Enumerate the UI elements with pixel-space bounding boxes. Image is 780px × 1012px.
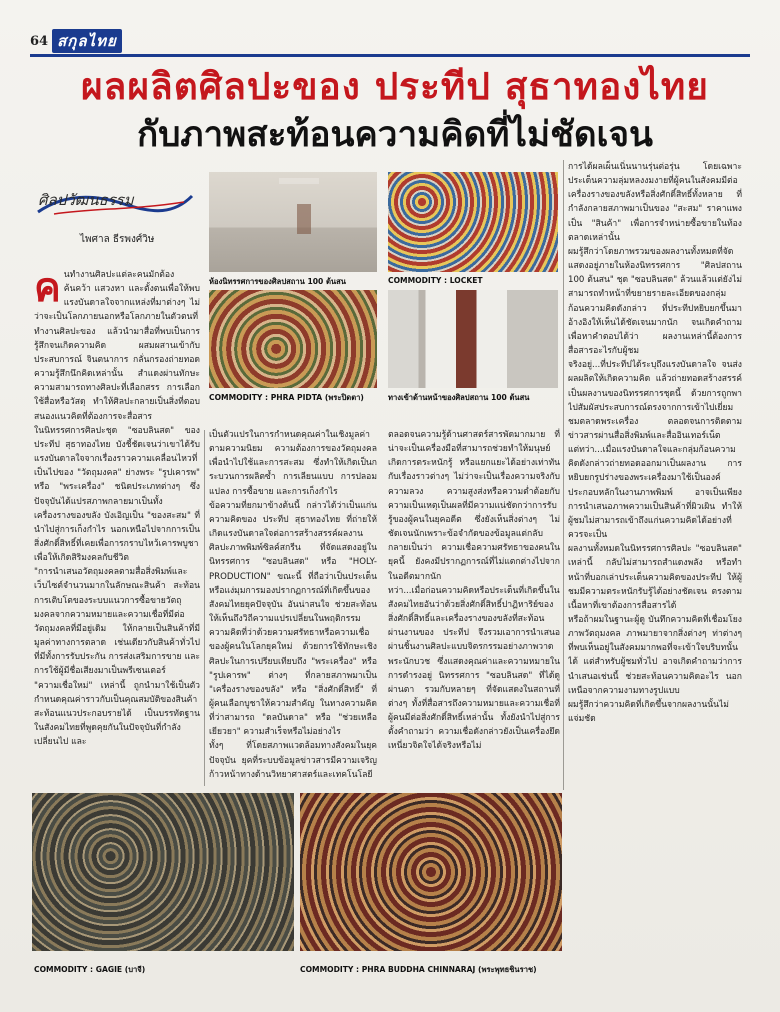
paragraph: ตลอดจนความรู้ด้านศาสตร์สารพัดมากมาย ที่น่าจะเป็นเครื่องมือที่สามารถช่วยทำให้มนุษย์เกิดการตระหนักรู้ หรือแยกแยะได้อย่างเท่าทันกับเรื่องราวต่างๆ ไม่ว่าจะเป็นเรื่องความจริงกับความลวง ความสูงส่งหรือความต่ำต้อยกับความเป็นเหตุเป็นผลที่มีความแน่ชัดกว่าการรับรู้ของผู้คนในยุคอดีต ซึ่งยังเห็นสิ่งต่างๆ ไม่ชัดเจนนักเพราะข้อจำกัดของข้อมูลแต่กลับกลายเป็นว่า ความเชื่อความศรัทธาของคนในยุคนี้ ยังคงมีปรากฏการณ์ที่ไม่แตกต่างไปจากในอดีตมากนัก [388, 430, 560, 582]
caption-buddha: COMMODITY : PHRA BUDDHA CHINNARAJ (พระพุทธชินราช) [300, 965, 537, 974]
photo-locket [388, 172, 558, 272]
caption-pidta: COMMODITY : PHRA PIDTA (พระปิดตา) [209, 393, 364, 402]
paragraph: แต่ทว่า...เมื่อแรงบันดาลใจและกลุ่มก้อนความคิดดังกล่าวถ่ายทอดออกมาเป็นผลงาน การหยิบยกรูปร่างของพระเครื่องมาใช้เป็นองค์ประกอบหลักในงานภาพพิมพ์ อาจเป็นเพียงการนำเสนอภาพความเป็นสินค้าที่ผิวเผิน ทำให้ผู้ชมไม่สามารถเข้าถึงแก่นความคิดได้อย่างที่ควรจะเป็น [568, 445, 742, 541]
top-rule [30, 54, 750, 57]
paragraph: "ความเชื่อใหม่" เหล่านี้ ถูกนำมาใช้เป็นตัวกำหนดคุณค่าราวกับเป็นคุณสมบัติของสินค้า สะท้อนแนวประกอบรายได้ เป็นบรรทัดฐานในสังคมไทยที่พูดคุยกันในปัจจุบันที่กำลังเปลี่ยนไป และ [34, 680, 200, 748]
paragraph: นทำงานศิลปะแต่ละคนมักต้องค้นคว้า แสวงหา และตั้งตนเพื่อให้พบแรงบันดาลใจจากแหล่งที่มาต่างๆ ไม่ว่าจะเป็นโลกภายนอกหรือโลกภายในตัวตนที่ทำงานศิลปะของ แล้วนำมาสื่อที่พบเป็นการรู้สึกจนเกิดความคิด ผสมผสานเข้ากับประสบการณ์ จินตนาการ กลั่นกรองถ่ายทอดความรู้สึกนึกคิดเหล่านั้น สำแดงผ่านทักษะความสามารถทางศิลปะที่เลือกสรร การเลือกใช้สื่อหรือวัสดุ ทำให้ศิลปะกลายเป็นสิ่งที่ตอบสนองแนวคิดที่ต้องการจะสื่อสาร [34, 270, 200, 422]
kicker-label: ศิลปวัฒนธรรม [38, 191, 134, 209]
body-column-1 [34, 268, 200, 788]
folio [30, 30, 122, 52]
column-rule [204, 430, 205, 786]
paragraph: หรือถ้าผมในฐานะผู้ดู บันทึกความคิดที่เชื่อมโยงภาพวัตถุมงคล ภาพมายาจากสิ่งต่างๆ ท่าต่างๆ ที่พบเห็นอยู่ในสังคมมากพอที่จะเข้าใจบริบทนั้นได้ แต่สำหรับผู้ชมทั่วไป อาจเกิดคำถามว่าการนำเสนอเช่นนี้ ช่วยสะท้อนความคิดอะไร นอกเหนือจากความงามทางรูปแบบ [568, 615, 742, 696]
caption-locket: COMMODITY : LOCKET [388, 276, 483, 285]
page-number: 64 [30, 33, 49, 49]
photo-entrance [388, 290, 558, 388]
headline-line-1: ผลผลิตศิลปะของ ประทีป สุธาทองไทย [80, 65, 709, 108]
paragraph: การได้ผลเผ็นเนิ่นนานรุ่นต่อรุ่น โดยเฉพาะประเด็นความลุ่มหลงงมงายที่ผู้คนในสังคมมีต่อเครื่องรางของขลังหรือสิ่งศักดิ์สิทธิ์ทั้งหลาย ที่กำลังกลายสภาพมาเป็นของ "สะสม" ราคาแพง เป็น "สินค้า" เพื่อการจำหน่ายซื้อขายในท้องตลาดเหล่านั้น [568, 162, 742, 243]
drop-cap: ค [34, 268, 61, 311]
paragraph: ผลงานทั้งหมดในนิทรรศการศิลปะ "ซอบลินสด" เหล่านี้ กลับไม่สามารถสำแดงพลัง หรือทำหน้าที่บอกเล่าประเด็นความคิดของประทีป ให้ผู้ชมมีความตระหนักรับรู้ได้อย่างชัดเจน ตรงตามเนื้อหาที่เขาต้องการสื่อสารได้ [568, 544, 742, 611]
photo-phra-pidta [209, 290, 377, 388]
byline: ไพศาล ธีรพงศ์วิษ [80, 234, 155, 245]
photo-gallery-room [209, 172, 377, 272]
column-rule [563, 160, 564, 790]
body-column-4 [568, 160, 742, 960]
paragraph: ผมรู้สึกว่าโดยภาพรวมของผลงานทั้งหมดที่จัดแสดงอยู่ภายในห้องนิทรรศการ "ศิลปสถาน 100 ต้นสน" ชุด "ซอบลินสด" ล้วนแล้วแต่ยังไม่สามารถทำหน้าที่ขยายรายละเอียดของกลุ่มก้อนความคิดดังกล่าว ที่ประทีปหยิบยกขึ้นมาอ้างอิงให้เห็นได้ชัดเจนมากนัก จนเกิดคำถามเพื่อหาคำตอบได้ว่า ผลงานเหล่านี้ต้องการสื่อสารอะไรกับผู้ชม [568, 246, 742, 357]
paragraph: ทั้งๆ ที่โดยสภาพแวดล้อมทางสังคมในยุคปัจจุบัน ยุคที่ระบบข้อมูลข่าวสารมีความเจริญก้าวหน้าทางด้านวิทยาศาสตร์และเทคโนโลยี [209, 741, 377, 780]
paragraph: จริงอยู่...ที่ประทีปได้ระบุถึงแรงบันดาลใจ จนส่งผลผลิตให้เกิดความคิด แล้วถ่ายทอดสร้างสรรค์เป็นผลงานของนิทรรศการชุดนี้ ด้วยการถูกพาไปสัมผัสประสบการณ์ตรงจากการเข้าไปเยี่ยมชมตลาดพระเครื่อง ตลอดจนการติดตามข่าวสารผ่านสื่อสิ่งพิมพ์และสื่ออินเทอร์เน็ต [568, 360, 742, 441]
caption-entrance: ทางเข้าด้านหน้าของศิลปสถาน 100 ต้นสน [388, 393, 530, 402]
section-kicker [34, 188, 194, 218]
paragraph: "การนำเสนอวัตถุมงคลตามสื่อสิ่งพิมพ์และเว็บไซต์จำนวนมากในลักษณะสินค้า สะท้อนการเติบโตของระบบแนวการซื้อขายวัตถุมงคลจากความหมายและความเชื่อที่มีต่อวัตถุมงคลที่มีอยู่เดิม ให้กลายเป็นสินค้าที่มีมูลค่าทางการตลาด เช่นเดียวกับสินค้าทั่วไป ที่มีทั้งการรับประกัน การส่งเสริมการขาย และการใช้ผู้มีชื่อเสียงมาเป็นพรีเซนเตอร์ [34, 567, 200, 677]
caption-gagie: COMMODITY : GAGIE (บาจี) [34, 965, 146, 974]
paragraph: ข้อความที่ยกมาข้างต้นนี้ กล่าวได้ว่าเป็นแก่นความคิดของ ประทีป สุธาทองไทย ที่ถ่ายให้เกิดแรงบันดาลใจต่อการสร้างสรรค์ผลงานศิลปะภาพพิมพ์ซิลค์สกรีน ที่จัดแสดงอยู่ในนิทรรศการ "ซอบลินสด" หรือ "HOLY-PRODUCTION" ขณะนี้ ที่ถือว่าเป็นประเด็นหรือแง่มุมการมองปรากฏการณ์ที่เกิดขึ้นของสังคมไทยยุคปัจจุบัน อันน่าสนใจ ช่วยสะท้อนให้เห็นถึงวิถีความแปรเปลี่ยนในพฤติกรรมความคิดที่ว่าด้วยความศรัทธาหรือความเชื่อของผู้คนในโลกยุคใหม่ ด้วยการใช้ทักษะเชิงศิลปะในการเปรียบเทียบถึง "พระเครื่อง" หรือ "รูปเคารพ" ต่างๆ ที่กลายสภาพมาเป็น "เครื่องรางของขลัง" หรือ "สิ่งศักดิ์สิทธิ์" ที่ผู้คนเลือกบูชาให้ความสำคัญ ในทางความคิดที่ว่าสามารถ "ดลบันดาล" หรือ "ช่วยเหลือเยียวยา" ความสำเร็จหรือไม่อย่างไร [209, 500, 377, 738]
headline [40, 64, 750, 158]
photo-buddha-chinnaraj [300, 793, 562, 951]
paragraph: ในนิทรรศการศิลปะชุด "ซอบลินสด" ของประทีป สุธาทองไทย บังชี้ชัดเจนว่าเขาได้รับแรงบันดาลใจจากเรื่องราวความเคลื่อนไหวที่เป็นไปของ "วัตถุมงคล" ย่างพระ "รูปเคารพ" หรือ "พระเครื่อง" ชนิดประเภทต่างๆ ซึ่งปัจจุบันได้แปรสภาพกลายมาเป็นทั้ง เครื่องรางของขลัง บังเอิญเป็น "ของสะสม" ที่นำไปสู่การเก็งกำไร นอกเหนือไปจากการเป็นสิ่งศักดิ์สิทธิ์ที่เคยเพื่อการกราบไหว้เคารพบูชา เพื่อให้เกิดสิริมงคลกับชีวิต [34, 425, 200, 564]
body-column-2 [209, 428, 377, 790]
body-column-3 [388, 428, 560, 790]
paragraph: ผมรู้สึกว่าความคิดที่เกิดขึ้นจากผลงานนั้นไม่แจ่มชัด [568, 699, 729, 725]
paragraph: เป็นตัวแปรในการกำหนดคุณค่าในเชิงมูลค่าตามความนิยม ความต้องการของวัตถุมงคล เพื่อนำไปใช้และการสะสม ซึ่งทำให้เกิดเป็นกระบวนการผลิตซ้ำ การเลียนแบบ การปลอมแปลง การซื้อขาย และการเก็งกำไร [209, 430, 377, 497]
photo-gagie [32, 793, 294, 951]
caption-gallery: ห้องนิทรรศการของศิลปสถาน 100 ต้นสน [209, 277, 346, 286]
paragraph: ทว่า...เมื่อก่อนความคิดหรือประเด็นที่เกิดขึ้นในสังคมไทยอันว่าด้วยสิ่งศักดิ์สิทธิ์ปาฏิหาริย์ของสิ่งศักดิ์สิทธิ์และเครื่องรางของขลังที่สะท้อนผ่านงานของ ประทีป จึงรวมเอาการนำเสนอผ่านชิ้นงานศิลปะแบบจิตรกรรมอย่างภาพวาดพระนักบวช ซึ่งแสดงคุณค่าและความหมายในการดำรงอยู่ นิทรรศการ "ซอบลินสด" ที่ได้ดูผ่านตา รวมกับหลายๆ ที่จัดแสดงในสถานที่ต่างๆ ทั้งที่สื่อสารถึงความหมายและความเชื่อที่ผู้คนมีต่อสิ่งศักดิ์สิทธิ์เหล่านั้น ทั้งยังนำไปสู่การตั้งคำถามว่า ความเชื่อดังกล่าวยังเป็นเครื่องยึดเหนี่ยวจิตใจได้จริงหรือไม่ [388, 585, 560, 752]
headline-line-2: กับภาพสะท้อนความคิดที่ไม่ชัดเจน [137, 115, 653, 155]
magazine-logo: สกุลไทย [52, 29, 122, 53]
